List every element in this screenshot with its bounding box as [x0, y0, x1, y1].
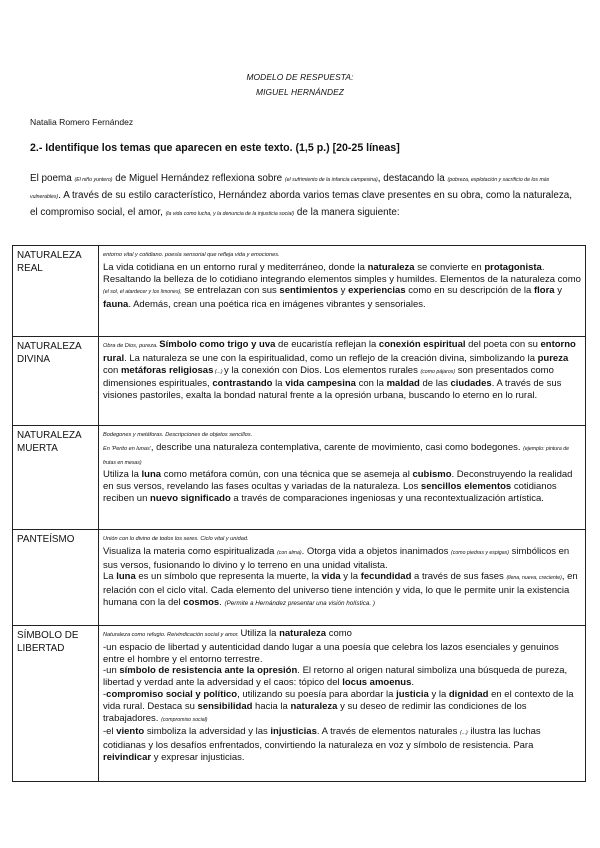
note-text: En 'Perito en lunas' — [103, 445, 151, 452]
note-text: (Permite a Hernández presentar una visión holística. ) — [224, 599, 375, 607]
text-run: como en su descripción de la — [405, 285, 534, 297]
note-text: (pobreza, explotación y sacrificio de los más vulnerables) — [30, 177, 550, 200]
bold-text: locus amoenus — [342, 677, 412, 689]
text-run: . A través de sus visiones pastoriles, exalta la bondad natural frente a la opresión urbana, buscando lo eterno en lo rural. — [103, 378, 562, 402]
bold-text: protagonista — [484, 261, 542, 273]
intro-paragraph — [30, 171, 578, 222]
note-text: (la vida como lucha, y la denuncia de la injusticia social) — [165, 211, 295, 217]
question-heading: 2.- Identifique los temas que aparecen en este texto. (1,5 p.) [20-25 líneas] — [30, 142, 400, 154]
text-run: . Otorga vida a objetos inanimados — [301, 545, 452, 557]
text-run: a través de comparaciones ingeniosas y una recontextualización artística. — [230, 492, 544, 504]
text-run: en el contexto de la vida rural. Destaca su — [103, 688, 574, 712]
text-run: -un — [103, 665, 120, 677]
bold-text: vida — [321, 571, 341, 583]
bold-text: cosmos — [183, 596, 220, 608]
bold-text: luna — [141, 469, 162, 481]
bold-text: metáforas religiosas — [120, 364, 214, 376]
theme-label: NATURALEZA MUERTA — [13, 426, 99, 530]
note-text: (ejemplo: pintura de frutas en mesas) — [103, 445, 570, 466]
bold-text: ciudades — [450, 378, 492, 390]
text-run: , destacando la — [377, 173, 448, 184]
bold-text: justicia — [396, 688, 429, 700]
bold-text: contrastando — [212, 378, 273, 390]
note-text: (El niño yuntero) — [74, 177, 113, 183]
theme-content — [99, 530, 586, 626]
theme-label: PANTEÍSMO — [13, 530, 99, 626]
text-run: son presentados como dimensiones espirituales, — [103, 364, 554, 390]
bold-text: naturaleza — [279, 628, 327, 639]
text-run: con — [103, 364, 121, 376]
table-row — [13, 530, 586, 626]
bold-text: flora — [533, 285, 555, 297]
text-run: se entrelazan con sus — [181, 285, 280, 297]
theme-label: NATURALEZA DIVINA — [13, 337, 99, 426]
text-run: - — [103, 688, 107, 700]
text-run: . — [411, 677, 415, 689]
text-run: la — [272, 378, 286, 390]
text-run: El poema — [30, 173, 75, 184]
bold-text: reivindicar — [103, 751, 152, 763]
text-run: Visualiza la materia como espiritualizada — [103, 545, 278, 557]
text-run: La vida cotidiana en un entorno rural y mediterráneo, donde la — [103, 261, 368, 273]
bold-text: sentimientos — [279, 285, 339, 297]
text-run: cotidianos reciben un — [103, 481, 557, 504]
text-run: ilustra las luchas cotidianas y los desafíos enfrentados, convirtiendo la naturaleza en voz y símbolo de resistencia. Para — [103, 726, 541, 752]
note-text: (el sol, el atardecer y los limones), — [103, 289, 182, 296]
theme-label: NATURALEZA REAL — [13, 246, 99, 337]
text-run: de la manera siguiente: — [294, 207, 400, 218]
note-text: (el sufrimiento de la infancia campesina) — [284, 177, 378, 183]
bold-text: sencillos elementos — [420, 481, 512, 493]
note-text: Naturaleza como refugio. Reivindicación social y amor. — [103, 632, 241, 638]
bold-text: injusticias — [270, 726, 317, 738]
text-run: . Además, crean una poética rica en imágenes vibrantes y sensoriales. — [128, 299, 426, 311]
themes-table — [12, 245, 586, 782]
text-run: Utiliza la — [103, 469, 142, 481]
text-run: a través de sus fases — [411, 571, 507, 583]
theme-content — [99, 337, 586, 426]
text-run: -el — [103, 726, 117, 738]
text-run: , en relación con el ciclo vital. Cada elemento del universo tiene intención y vida, lo que le permite unir la existencia humana con la del — [103, 571, 578, 608]
bold-text: experiencias — [348, 285, 406, 297]
text-run: . Deconstruyendo la realidad en sus versos, revelando las fases ocultas y variadas de la naturaleza. Los — [103, 469, 573, 493]
bold-text: fecundidad — [360, 571, 412, 583]
bold-text: fauna — [103, 299, 129, 311]
text-run: y la conexión con Dios. Los elementos rurales — [224, 364, 421, 376]
text-run: hacia la — [252, 700, 291, 712]
bold-text: Símbolo como trigo y uva — [159, 339, 276, 350]
bold-text: viento — [116, 726, 145, 738]
author-name: Natalia Romero Fernández — [30, 117, 134, 127]
table-row — [13, 626, 586, 782]
text-run: . A través de elementos naturales — [316, 726, 460, 738]
theme-content — [99, 426, 586, 530]
theme-content — [99, 626, 586, 782]
text-run: y — [338, 285, 349, 297]
text-run: . A través de su estilo característico, Hernández aborda varios temas clave presentes en su obra, como la naturaleza, el compromiso social, el amor, — [30, 190, 573, 218]
note-text: (como pájaros) — [420, 368, 456, 375]
text-run: se convierte en — [414, 261, 485, 273]
text-run: como metáfora común, con una técnica que se asemeja al — [161, 469, 413, 481]
bold-text: maldad — [386, 378, 420, 390]
text-run: . El retorno al origen natural simboliza una búsqueda de pureza, libertad y verdad ante la adversidad y el caos: tópico del — [103, 665, 568, 689]
text-run: de Miguel Hernández reflexiona sobre — [112, 173, 285, 184]
note-text: Obra de Dios, pureza. — [103, 343, 160, 349]
text-run: La — [103, 571, 117, 583]
text-run: del poeta con su — [465, 339, 541, 350]
note-text: Bodegones y metáforas. Descripciones de objetos sencillos. — [103, 432, 253, 438]
text-run: y — [554, 285, 562, 297]
bold-text: nuevo significado — [150, 492, 231, 504]
note-text: (como piedras y espigas) — [451, 549, 509, 556]
note-text: entorno vital y cotidiano. poesía sensorial que refleja vida y emociones. — [103, 252, 280, 258]
text-run: . Resaltando la belleza de lo cotidiano integrando elementos simples y humildes. Elementos de la naturaleza como — [103, 261, 581, 285]
bold-text: dignidad — [448, 688, 489, 700]
text-run: de eucaristía reflejan la — [275, 339, 379, 350]
text-run: Utiliza la — [240, 628, 280, 639]
bold-text: naturaleza — [367, 261, 415, 273]
theme-content — [99, 246, 586, 337]
text-run: . — [219, 596, 225, 608]
theme-label: SÍMBOLO DE LIBERTAD — [13, 626, 99, 782]
bold-text: conexión espiritual — [378, 339, 466, 350]
note-text: (...) — [459, 730, 468, 737]
text-run: y la — [428, 688, 449, 700]
note-text: (...) — [213, 368, 225, 375]
document-title: MODELO DE RESPUESTA: — [246, 72, 354, 82]
text-run: , describe una naturaleza contemplativa, carente de movimiento, casi como bodegones. — [150, 441, 524, 453]
text-run: y la — [340, 571, 361, 583]
bold-text: compromiso social y político — [106, 688, 238, 700]
table-row — [13, 426, 586, 530]
bold-text: luna — [116, 571, 136, 583]
table-row — [13, 337, 586, 426]
text-run: y su deseo de redimir las condiciones de los trabajadores. — [103, 700, 527, 724]
bold-text: vida campesina — [285, 378, 356, 390]
note-text: (compromiso social) — [161, 716, 208, 723]
table-row — [13, 246, 586, 337]
bold-text: símbolo de resistencia ante la opresión — [119, 665, 298, 677]
bold-text: pureza — [537, 352, 569, 364]
note-text: (con alma) — [277, 549, 302, 556]
text-run: -un espacio de libertad y autenticidad dando lugar a una poesía que celebra los lazos esenciales y genuinos entre el hombre y el entorno terrestre. — [103, 641, 559, 665]
text-run: . La naturaleza se une con la espiritualidad, como un reflejo de la creación divina, simbolizando la — [124, 352, 538, 364]
bold-text: sensibilidad — [197, 700, 253, 712]
text-run: como — [326, 628, 352, 639]
text-run: y expresar injusticias. — [151, 751, 245, 763]
text-run: simboliza la adversidad y las — [144, 726, 271, 738]
bold-text: cubismo — [412, 469, 452, 481]
text-run: simbólicos en sus versos, fusionando lo divino y lo terreno en una unidad vitalista. — [103, 545, 570, 571]
text-run: , utilizando su poesía para abordar la — [237, 688, 397, 700]
text-run: es un símbolo que representa la muerte, la — [135, 571, 322, 583]
bold-text: naturaleza — [290, 700, 338, 712]
note-text: (llena, nueva, creciente) — [506, 575, 562, 582]
text-run: de las — [419, 378, 451, 390]
text-run: con la — [355, 378, 387, 390]
bold-text: entorno rural — [103, 339, 576, 364]
note-text: Unión con lo divino de todos los seres. Ciclo vital y unidad. — [103, 536, 249, 542]
document-subtitle: MIGUEL HERNÁNDEZ — [256, 87, 344, 97]
